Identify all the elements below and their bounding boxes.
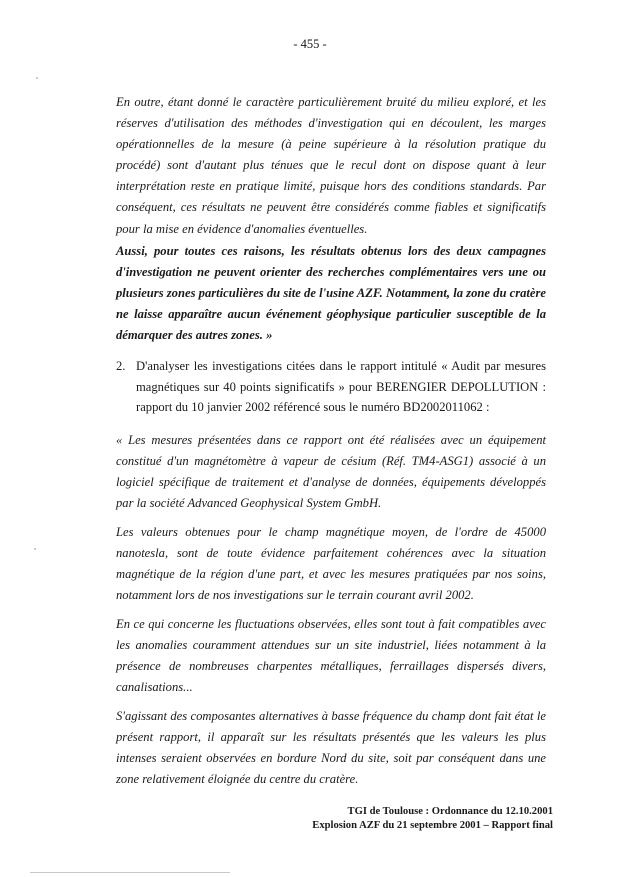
- scan-speck: [34, 548, 36, 550]
- list-item-text: D'analyser les investigations citées dans le rapport intitulé « Audit par mesures magnétiques sur 40 points significatifs » pour BERENGIER DEPOLLUTION : rapport du 10 janvier 2002 référencé sous le numéro BD2002011062 :: [136, 359, 546, 415]
- scan-bottom-edge: [30, 872, 230, 873]
- quote-paragraph-low-frequency: S'agissant des composantes alternatives à basse fréquence du champ dont fait état le présent rapport, il apparaît sur les résultats présentés que les valeurs les plus intenses seraient observées en bordure Nord du site, soit par conséquent dans une zone relativement éloignée du centre du cratère.: [116, 709, 546, 787]
- scan-speck: [36, 77, 38, 79]
- quote-paragraph-values: Les valeurs obtenues pour le champ magnétique moyen, de l'ordre de 45000 nanotesla, sont de toute évidence parfaitement cohérences avec la situation magnétique de la région d'une part, et avec les mesures pratiquées par nos soins, notamment lors de nos investigations sur le terrain courant avril 2002.: [116, 525, 546, 603]
- paragraph-noise-reserves: En outre, étant donné le caractère particulièrement bruité du milieu exploré, et les réserves d'utilisation des méthodes d'investigation qui en découlent, les marges opérationnelles de la mesure (à peine supérieure à la résolution pratique du procédé) sont d'autant plus ténues que le recul dont on dispose quant à leur interprétation reste en pratique limité, puisque hors des conditions standards. Par conséquent, ces résultats ne peuvent être considérés comme fiables et significatifs pour la mise en évidence d'anomalies éventuelles.: [116, 95, 546, 236]
- page-number: - 455 -: [293, 37, 327, 51]
- paragraph-conclusion-bold: Aussi, pour toutes ces raisons, les résultats obtenus lors des deux campagnes d'investigation ne peuvent orienter des recherches complémentaires vers une ou plusieurs zones particulières du site de l'usine AZF. Notamment, la zone du cratère ne laisse apparaître aucun événement géophysique particulier susceptible de la démarquer des autres zones. »: [116, 244, 546, 343]
- list-item-number: 2.: [116, 359, 126, 373]
- footer-line-report: Explosion AZF du 21 septembre 2001 – Rapport final: [312, 820, 553, 831]
- quote-paragraph-equipment: « Les mesures présentées dans ce rapport ont été réalisées avec un équipement constitué d'un magnétomètre à vapeur de césium (Réf. TM4-ASG1) associé à un logiciel spécifique de traitement et d'analyse de données, équipements développés par la société Advanced Geophysical System GmbH.: [116, 433, 546, 511]
- footer-line-court: TGI de Toulouse : Ordonnance du 12.10.2001: [347, 806, 553, 817]
- list-item-2: [116, 356, 546, 418]
- footer: [312, 805, 553, 833]
- quote-paragraph-fluctuations: En ce qui concerne les fluctuations observées, elles sont tout à fait compatibles avec les anomalies couramment attendues sur un site industriel, liées notamment à la présence de nombreuses charpentes métalliques, ferraillages dispersés divers, canalisations...: [116, 617, 546, 695]
